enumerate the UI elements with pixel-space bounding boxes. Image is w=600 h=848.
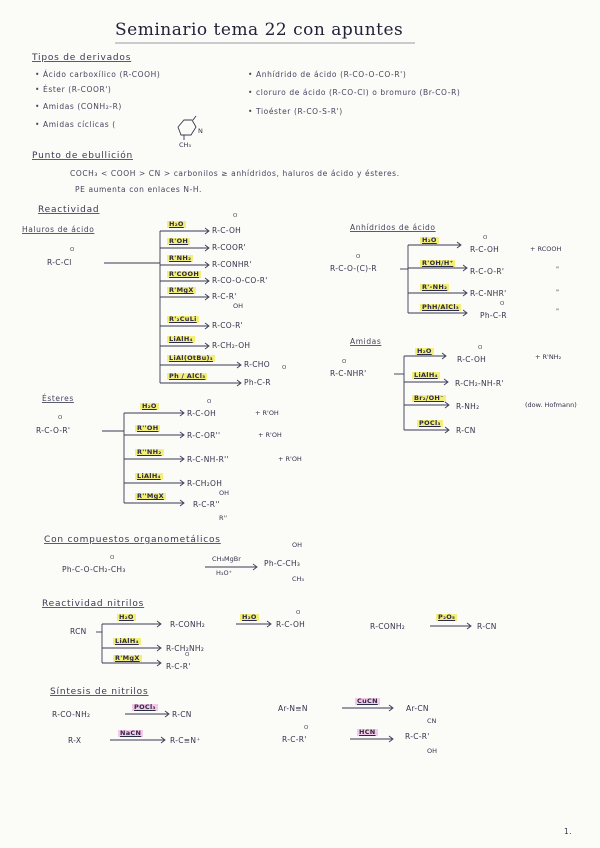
haluros-reagent: R'₂CuLi [169, 315, 197, 323]
nitrilos-reactant: RCN [70, 627, 87, 636]
haluros-product: R-C-OH [212, 226, 242, 235]
carbonyl-o-mark: O [70, 247, 75, 253]
section-heading-organometalicos: Con compuestos organometálicos [44, 535, 221, 545]
nitrilos-side-reactant: R-CONH₂ [370, 622, 406, 631]
esteres-product: R-C-OR'' [187, 431, 221, 440]
organometalicos-reagent-top: CH₃MgBr [212, 555, 241, 563]
amidas-extra: (dow. Hofmann) [525, 401, 577, 409]
sintesis-reactant: R-X [68, 736, 82, 745]
esteres-reagent: R''MgX [137, 492, 164, 500]
anhidridos-reagent: PhH/AlCl₃ [422, 303, 460, 311]
esteres-extra: OH [219, 489, 230, 497]
sintesis-product: Ar-CN [406, 704, 429, 713]
section-heading-tipos: Tipos de derivados [32, 53, 132, 63]
sintesis-product: R-C≡N⁺ [170, 736, 201, 745]
haluros-product: R-CHO [244, 360, 270, 369]
anhidridos-extra: " [556, 307, 559, 315]
sintesis-reagent: CuCN [357, 697, 378, 705]
esteres-product: R-C-R'' [193, 500, 220, 509]
nitrilos-chain-product: R-C-OH [276, 620, 306, 629]
section-heading-sintesis: Síntesis de nitrilos [50, 687, 149, 697]
organometalicos-product: Ph-C-CH₃ [264, 559, 301, 568]
ebullicion-order: COCH₃ < COOH > CN > carbonilos ≥ anhídridos, haluros de ácido y ésteres. [70, 169, 400, 178]
organometalicos-reactant: Ph-C-O-CH₂-CH₃ [62, 565, 126, 574]
tipo-item: • Éster (R-COOR') [35, 85, 112, 94]
anhidridos-extra: " [556, 288, 559, 296]
esteres-extra: + R'OH [278, 455, 302, 463]
cyanohydrin-bottom: OH [427, 747, 438, 755]
organometalicos-product-top: OH [292, 541, 303, 549]
esteres-product: R-C-NH-R'' [187, 455, 229, 464]
nitrilos-chain-reagent: H₂O [242, 613, 257, 621]
haluros-reagent: Ph / AlCl₃ [169, 372, 206, 380]
organometalicos-reagent-bottom: H₃O⁺ [216, 569, 233, 577]
anhidridos-reactant: R-C-O-(C)-R [330, 264, 377, 273]
nitrilos-reagent: LiAlH₄ [115, 637, 139, 645]
esteres-reactant: R-C-O-R' [36, 426, 71, 435]
carbonyl-o-mark: O [342, 359, 347, 365]
nitrilos-product: R-C-R' [166, 662, 191, 671]
amidas-label: Amidas [350, 337, 382, 346]
haluros-product: R-C-R' [212, 292, 237, 301]
anhidridos-extra: " [556, 265, 559, 273]
page-title: Seminario tema 22 con apuntes [115, 20, 404, 40]
section-heading-nitrilos: Reactividad nitrilos [42, 599, 145, 609]
haluros-extra: OH [233, 302, 244, 310]
carbonyl-o-mark: O [304, 725, 309, 731]
amidas-product: R-CN [456, 426, 476, 435]
amidas-product: R-C-OH [457, 355, 487, 364]
cyanohydrin-top: CN [427, 717, 437, 725]
sintesis-reagent: NaCN [120, 729, 142, 737]
tipo-item: • Ácido carboxílico (R-COOH) [35, 70, 161, 79]
carbonyl-o-mark: O [185, 652, 190, 658]
sintesis-reactant: R-CO-NH₂ [52, 710, 91, 719]
carbonyl-o-mark: O [478, 345, 483, 351]
esteres-label: Ésteres [42, 394, 74, 403]
anhidridos-label: Anhídridos de ácido [350, 223, 436, 232]
lactam-methyl: CH₃ [179, 141, 192, 149]
haluros-product: R-CH₂-OH [212, 341, 251, 350]
tipo-item: • Anhídrido de ácido (R-CO-O-CO-R') [248, 70, 407, 79]
organometalicos-product-bottom: CH₃ [292, 575, 305, 583]
tipo-item: • Amidas cíclicas ( [35, 120, 116, 129]
amidas-reagent: H₂O [417, 347, 432, 355]
anhidridos-product: Ph-C-R [480, 311, 507, 320]
anhidridos-reagent: R'-NH₂ [422, 283, 448, 291]
haluros-reagent: LiAlH₄ [169, 335, 193, 343]
haluros-reagent: R'NH₂ [169, 254, 192, 262]
nitrilos-reagent: H₂O [119, 613, 134, 621]
amidas-reagent: LiAlH₄ [414, 371, 438, 379]
sintesis-product: R-CN [172, 710, 192, 719]
carbonyl-o-mark: O [58, 415, 63, 421]
carbonyl-o-mark: O [110, 555, 115, 561]
haluros-label: Haluros de ácido [22, 225, 95, 234]
haluros-reagent: H₂O [169, 220, 184, 228]
sintesis-reagent: HCN [359, 728, 376, 736]
anhidridos-product: R-C-O-R' [470, 267, 505, 276]
section-heading-ebullicion: Punto de ebullición [32, 151, 133, 161]
tipo-item: • cloruro de ácido (R-CO-Cl) o bromuro (Br-CO-R) [248, 88, 461, 97]
esteres-extra: + R'OH [258, 431, 282, 439]
amidas-reagent: POCl₃ [419, 419, 441, 427]
anhidridos-reagent: R'OH/H⁺ [422, 259, 454, 267]
esteres-extra: + R'OH [255, 409, 279, 417]
haluros-product: Ph-C-R [244, 378, 271, 387]
page-number: 1. [564, 827, 572, 836]
amidas-extra: + R'NH₂ [535, 353, 562, 361]
esteres-reagent: R''OH [137, 424, 159, 432]
anhidridos-extra: + RCOOH [530, 245, 562, 253]
sintesis-reactant: R-C-R' [282, 735, 307, 744]
amidas-product: R-NH₂ [456, 402, 480, 411]
nitrilos-product: R-CH₂NH₂ [166, 644, 205, 653]
anhidridos-reagent: H₂O [422, 236, 437, 244]
amidas-reagent: Br₂/OH⁻ [414, 394, 444, 402]
haluros-reagent: LiAl(OtBu)₃ [169, 354, 213, 362]
haluros-product: R-COOR' [212, 243, 247, 252]
ebullicion-note: PE aumenta con enlaces N-H. [75, 185, 202, 194]
lactam-nitrogen: N [198, 127, 203, 135]
carbonyl-o-mark: O [483, 235, 488, 241]
tipo-item: • Tioéster (R-CO-S-R') [248, 107, 343, 116]
carbonyl-o-mark: O [356, 254, 361, 260]
carbonyl-o-mark: O [282, 365, 287, 371]
nitrilos-side-reagent: P₂O₅ [438, 613, 456, 621]
haluros-reagent: R'OH [169, 237, 189, 245]
esteres-product: R-C-OH [187, 409, 217, 418]
haluros-reactant: R-C-Cl [47, 258, 72, 267]
nitrilos-product: R-CONH₂ [170, 620, 206, 629]
esteres-product: R-CH₂OH [187, 479, 223, 488]
tipo-item: • Amidas (CONH₂-R) [35, 102, 122, 111]
carbonyl-o-mark: O [233, 213, 238, 219]
carbonyl-o-mark: O [500, 301, 505, 307]
haluros-product: R-CO-R' [212, 321, 244, 330]
carbonyl-o-mark: O [296, 610, 301, 616]
anhidridos-product: R-C-OH [470, 245, 500, 254]
anhidridos-product: R-C-NHR' [470, 289, 507, 298]
esteres-reagent: R''NH₂ [137, 448, 162, 456]
sintesis-reagent: POCl₃ [134, 703, 156, 711]
esteres-reagent: H₂O [142, 402, 157, 410]
sintesis-reactant: Ar-N≡N [278, 704, 308, 713]
haluros-product: R-CONHR' [212, 260, 252, 269]
haluros-product: R-CO-O-CO-R' [212, 276, 268, 285]
carbonyl-o-mark: O [207, 399, 212, 405]
esteres-extra: R'' [219, 514, 228, 522]
amidas-product: R-CH₂-NH-R' [455, 379, 504, 388]
esteres-reagent: LiAlH₄ [137, 472, 161, 480]
sintesis-product: R-C-R' [405, 732, 430, 741]
nitrilos-reagent: R'MgX [115, 654, 140, 662]
section-heading-reactividad: Reactividad [38, 205, 100, 215]
haluros-reagent: R'COOH [169, 270, 200, 278]
amidas-reactant: R-C-NHR' [330, 369, 367, 378]
nitrilos-side-product: R-CN [477, 622, 497, 631]
haluros-reagent: R'MgX [169, 286, 194, 294]
